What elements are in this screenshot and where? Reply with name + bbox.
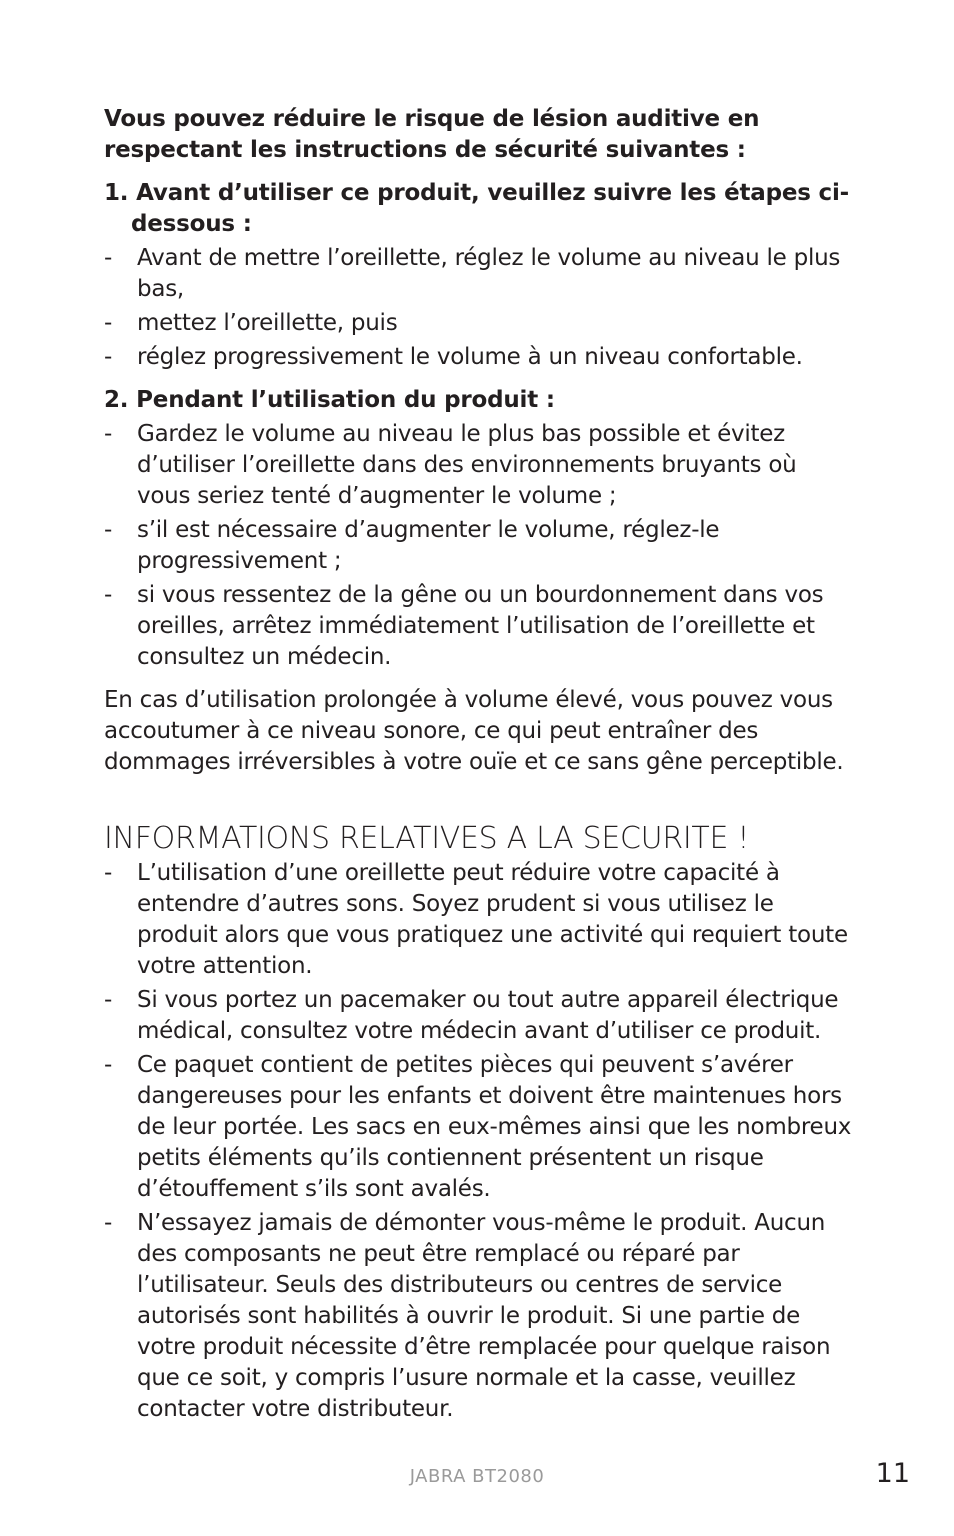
list-item-text: L’utilisation d’une oreillette peut réduire votre capacité à entendre d’autres sons. Soyez prudent si vous utilisez le produit alors que vous pratiquez une activité qui requiert toute votre attention. [137, 860, 848, 979]
step-1-list [104, 243, 854, 373]
step-1-heading: 1. Avant d’utiliser ce produit, veuillez suivre les étapes ci-dessous : [104, 180, 850, 237]
list-item [104, 243, 854, 305]
list-item [104, 515, 854, 577]
step-2-heading: 2. Pendant l’utilisation du produit : [104, 387, 555, 413]
closing-paragraph: En cas d’utilisation prolongée à volume élevé, vous pouvez vous accoutumer à ce niveau sonore, ce qui peut entraîner des dommages irréversibles à votre ouïe et ce sans gêne perceptible. [104, 687, 844, 775]
document-page [104, 104, 854, 1437]
list-item [104, 1050, 854, 1205]
list-dash: - [104, 310, 113, 336]
list-item [104, 342, 854, 373]
safety-list [104, 858, 854, 1425]
footer-brand: JABRA BT2080 [409, 1466, 545, 1487]
list-item-text: réglez progressivement le volume à un niveau confortable. [137, 344, 803, 370]
list-dash: - [104, 987, 113, 1013]
list-dash: - [104, 582, 113, 608]
list-dash: - [104, 245, 113, 271]
list-item-text: Si vous portez un pacemaker ou tout autre appareil électrique médical, consultez votre médecin avant d’utiliser ce produit. [137, 987, 839, 1044]
list-item [104, 985, 854, 1047]
intro-text: Vous pouvez réduire le risque de lésion auditive en respectant les instructions de sécurité suivantes : [104, 106, 760, 163]
list-item [104, 580, 854, 673]
list-dash: - [104, 344, 113, 370]
list-dash: - [104, 860, 113, 886]
list-item-text: si vous ressentez de la gêne ou un bourdonnement dans vos oreilles, arrêtez immédiatement l’utilisation de l’oreillette et consultez un médecin. [137, 582, 824, 670]
list-item-text: Avant de mettre l’oreillette, réglez le volume au niveau le plus bas, [137, 245, 841, 302]
safety-section-title: INFORMATIONS RELATIVES A LA SECURITE ! [104, 821, 750, 856]
page-number: 11 [875, 1458, 910, 1489]
list-item [104, 1208, 854, 1425]
list-item-text: N’essayez jamais de démonter vous-même le produit. Aucun des composants ne peut être remplacé ou réparé par l’utilisateur. Seuls des distributeurs ou centres de service autorisés sont habilités à ouvrir le produit. Si une partie de votre produit nécessite d’être remplacée pour quelque raison que ce soit, y compris l’usure normale et la casse, veuillez contacter votre distributeur. [137, 1210, 831, 1422]
step-2-list [104, 419, 854, 673]
list-item-text: Gardez le volume au niveau le plus bas possible et évitez d’utiliser l’oreillette dans des environnements bruyants où vous seriez tenté d’augmenter le volume ; [137, 421, 797, 509]
list-item-text: Ce paquet contient de petites pièces qui peuvent s’avérer dangereuses pour les enfants et doivent être maintenues hors de leur portée. Les sacs en eux-mêmes ainsi que les nombreux petits éléments qu’ils contiennent présentent un risque d’étouffement s’ils sont avalés. [137, 1052, 852, 1202]
list-item [104, 308, 854, 339]
list-dash: - [104, 421, 113, 447]
list-dash: - [104, 517, 113, 543]
list-dash: - [104, 1210, 113, 1236]
list-item-text: s’il est nécessaire d’augmenter le volume, réglez-le progressivement ; [137, 517, 720, 574]
list-item [104, 858, 854, 982]
list-item-text: mettez l’oreillette, puis [137, 310, 398, 336]
list-item [104, 419, 854, 512]
list-dash: - [104, 1052, 113, 1078]
